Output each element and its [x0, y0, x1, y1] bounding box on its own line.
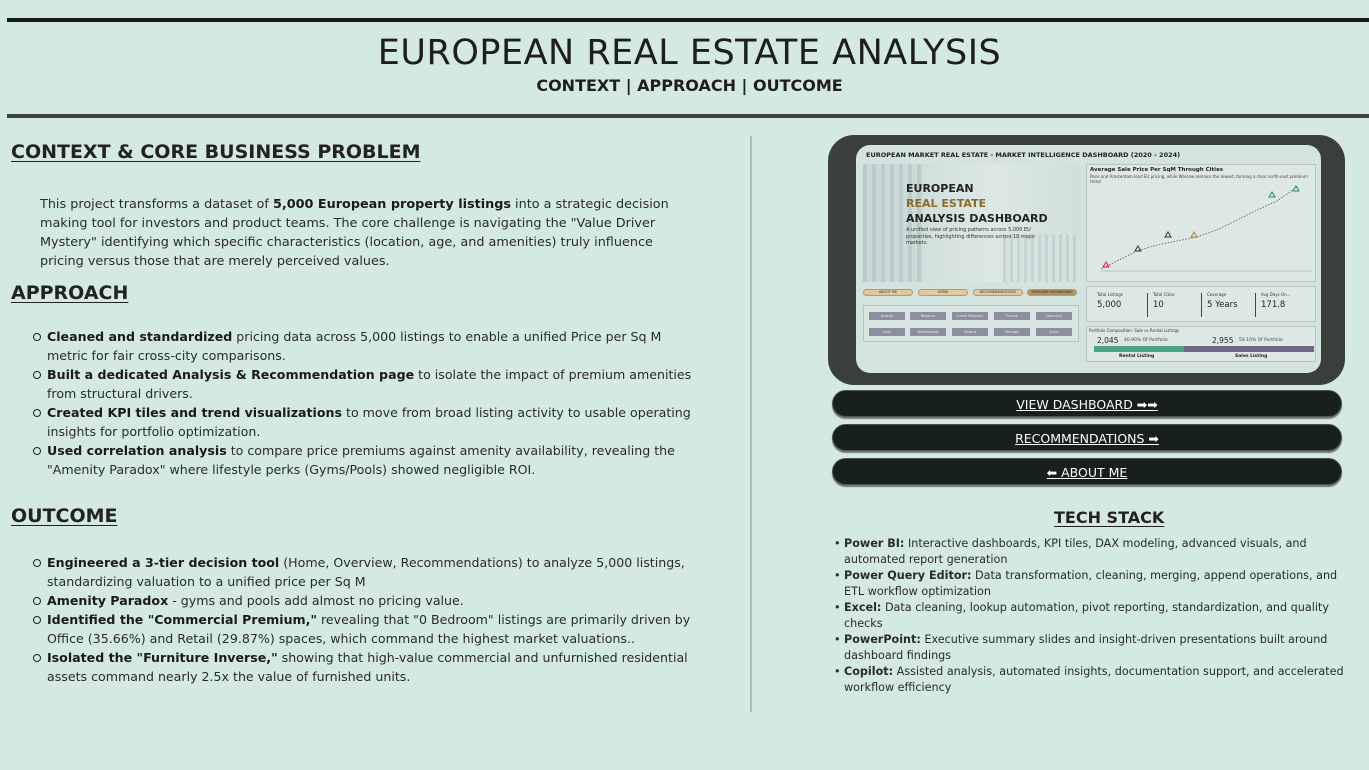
country-chip: Czech Republic — [952, 312, 988, 320]
city-marker — [1135, 246, 1141, 251]
city-marker — [1165, 232, 1171, 237]
country-filter-grid — [863, 305, 1079, 342]
hero-title: EUROPEAN — [906, 182, 974, 195]
kpi-label: Total Cities — [1153, 292, 1175, 297]
country-chip: Portugal — [994, 328, 1030, 336]
recommendations-button[interactable]: RECOMMENDATIONS ➡ — [832, 424, 1342, 451]
sales-bar — [1184, 346, 1314, 352]
city-marker — [1103, 262, 1109, 267]
hero-title: ANALYSIS DASHBOARD — [906, 212, 1048, 225]
list-item: • Copilot: Assisted analysis, automated insights, documentation support, and accelerated workflow efficiency — [834, 664, 1344, 696]
context-paragraph: This project transforms a dataset of 5,000 European property listings into a strategic decision making tool for investors and product teams. The core challenge is navigating the "Value Driver Mystery" identifying which specific characteristics (location, age, and amenities) truly influence pricing versus those that are merely perceived values. — [40, 197, 669, 269]
context-heading: CONTEXT & CORE BUSINESS PROBLEM — [11, 141, 421, 163]
rental-bar — [1094, 346, 1184, 352]
chart-svg — [1087, 165, 1317, 283]
outcome-list — [32, 553, 692, 686]
list-item: Engineered a 3-tier decision tool (Home, Overview, Recommendations) to analyze 5,000 listings, standardizing valuation to a unified price per Sq M — [32, 553, 692, 591]
rental-label: Rental Listing — [1119, 354, 1155, 359]
page-subtitle: CONTEXT | APPROACH | OUTCOME — [536, 76, 843, 95]
kpi-value: 10 — [1153, 300, 1164, 310]
country-chip: Germany — [1036, 312, 1072, 320]
list-item: Built a dedicated Analysis & Recommendation page to isolate the impact of premium amenities from structural drivers. — [32, 365, 692, 403]
kpi-value: 171.8 — [1261, 300, 1286, 310]
chart-title: Average Sale Price Per SqM Through Cities — [1090, 167, 1224, 173]
list-item: Isolated the "Furniture Inverse," showing that high-value commercial and unfurnished residential assets command nearly 2.5x the value of furnished units. — [32, 648, 692, 686]
preview-hero — [863, 164, 1079, 282]
country-chip: Spain — [1036, 328, 1072, 336]
list-item: • PowerPoint: Executive summary slides and insight-driven presentations built around dashboard findings — [834, 632, 1344, 664]
kpi-tile — [1153, 292, 1203, 318]
list-item: Identified the "Commercial Premium," revealing that "0 Bedroom" listings are primarily driven by Office (35.66%) and Retail (29.87%) spaces, which command the highest market valuations.. — [32, 610, 692, 648]
preview-button: HOME — [918, 289, 968, 296]
list-item: • Excel: Data cleaning, lookup automation, pivot reporting, standardization, and quality checks — [834, 600, 1344, 632]
approach-list — [32, 327, 692, 479]
tech-stack-list — [834, 536, 1344, 696]
city-marker — [1269, 192, 1275, 197]
country-chip: Belgium — [910, 312, 946, 320]
kpi-tile — [1097, 292, 1147, 318]
approach-heading: APPROACH — [11, 282, 129, 304]
preview-kpi-tiles — [1086, 286, 1316, 322]
rental-pct: 40.90% Of Portfolio — [1124, 338, 1168, 343]
kpi-label: Total Listings — [1097, 292, 1123, 297]
tech-stack-heading: TECH STACK — [1054, 508, 1165, 527]
header-rule — [7, 114, 1369, 118]
country-chip: Italy — [869, 328, 905, 336]
country-chip: Poland — [952, 328, 988, 336]
preview-header: EUROPEAN MARKET REAL ESTATE - MARKET INTELLIGENCE DASHBOARD (2020 - 2024) — [866, 151, 1181, 159]
kpi-label: Coverage — [1207, 292, 1227, 297]
outcome-heading: OUTCOME — [11, 505, 118, 527]
kpi-tile — [1207, 292, 1257, 318]
kpi-separator — [1255, 293, 1256, 317]
column-divider — [750, 136, 752, 712]
portfolio-composition — [1086, 326, 1316, 362]
country-chip: Austria — [869, 312, 905, 320]
preview-button: RECOMMENDATIONS — [973, 289, 1023, 296]
list-item: Amenity Paradox - gyms and pools add almost no pricing value. — [32, 591, 692, 610]
city-marker — [1293, 186, 1299, 191]
rental-count: 2,045 — [1097, 336, 1119, 345]
sales-count: 2,955 — [1212, 336, 1234, 345]
portfolio-title: Portfolio Composition: Sale vs Rental Listings — [1089, 328, 1180, 333]
trend-line — [1101, 187, 1297, 269]
preview-line-chart — [1086, 164, 1316, 282]
list-item: • Power BI: Interactive dashboards, KPI tiles, DAX modeling, advanced visuals, and automated report generation — [834, 536, 1344, 568]
sales-pct: 59.10% Of Portfolio — [1239, 338, 1283, 343]
sales-label: Sales Listing — [1235, 354, 1268, 359]
preview-button: EXPLORE DASHBOARD — [1027, 289, 1077, 296]
chart-subtitle: Paris and Amsterdam lead EU pricing, while Warsaw remains the lowest, forming a clear north-east premium trend — [1090, 174, 1308, 184]
kpi-label: Avg Days On... — [1261, 292, 1291, 297]
preview-button: ABOUT ME — [863, 289, 913, 296]
kpi-separator — [1201, 293, 1202, 317]
kpi-tile — [1261, 292, 1311, 318]
kpi-separator — [1147, 293, 1148, 317]
top-rule — [7, 18, 1369, 22]
preview-nav-buttons — [863, 289, 1079, 297]
list-item: • Power Query Editor: Data transformation, cleaning, merging, append operations, and ETL workflow optimization — [834, 568, 1344, 600]
country-chip: France — [994, 312, 1030, 320]
view-dashboard-button[interactable]: VIEW DASHBOARD ➡➡ — [832, 390, 1342, 417]
list-item: Created KPI tiles and trend visualizations to move from broad listing activity to usable operating insights for portfolio optimization. — [32, 403, 692, 441]
dashboard-preview — [856, 145, 1321, 373]
hero-description: A unified view of pricing patterns across 5,000 EU properties, highlighting differences across 10 major markets. — [906, 227, 1036, 246]
city-marker — [1191, 232, 1197, 237]
list-item: Cleaned and standardized pricing data across 5,000 listings to enable a unified Price per Sq M metric for fair cross-city comparisons. — [32, 327, 692, 365]
about-me-button[interactable]: ⬅ ABOUT ME — [832, 458, 1342, 485]
page-title: EUROPEAN REAL ESTATE ANALYSIS — [377, 33, 1002, 73]
hero-title: REAL ESTATE — [906, 197, 987, 210]
kpi-value: 5,000 — [1097, 300, 1122, 310]
kpi-value: 5 Years — [1207, 300, 1238, 310]
list-item: Used correlation analysis to compare price premiums against amenity availability, revealing the "Amenity Paradox" where lifestyle perks (Gyms/Pools) showed negligible ROI. — [32, 441, 692, 479]
country-chip: Netherlands — [910, 328, 946, 336]
